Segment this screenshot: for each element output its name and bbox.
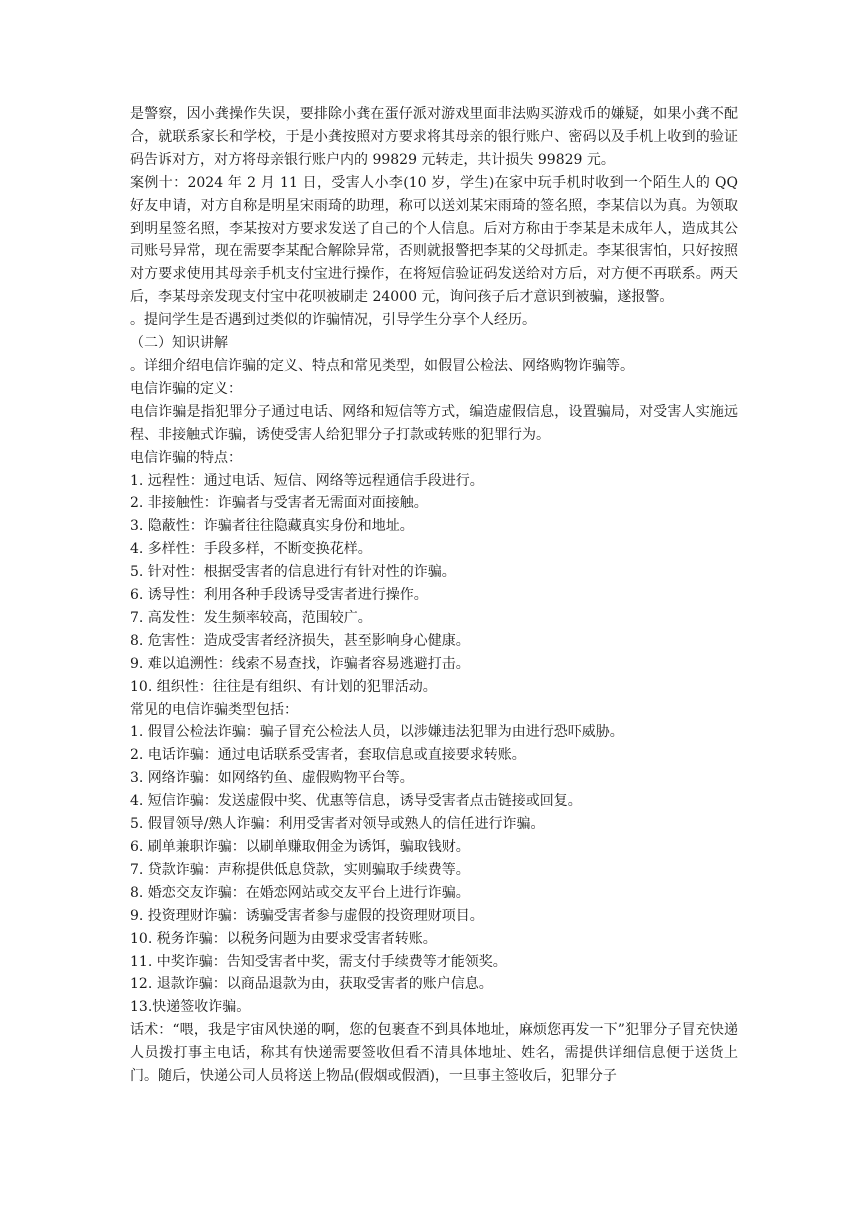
feature-item: 7. 高发性：发生频率较高，范围较广。 [130,609,372,626]
feature-item: 6. 诱导性：利用各种手段诱导受害者进行操作。 [130,587,428,604]
type-item: 10. 税务诈骗：以税务问题为由要求受害者转账。 [130,930,437,947]
section-heading: （二）知识讲解 [130,335,228,352]
type-item: 6. 刷单兼职诈骗：以刷单赚取佣金为诱饵，骗取钱财。 [130,839,470,855]
feature-item: 2. 非接触性：诈骗者与受害者无需面对面接触。 [130,495,428,512]
type-item: 12. 退款诈骗：以商品退款为由，获取受害者的账户信息。 [130,976,493,993]
feature-item: 4. 多样性：手段多样，不断变换花样。 [130,541,372,558]
document-page [130,103,738,1088]
features-list [130,470,738,699]
feature-item: 5. 针对性：根据受害者的信息进行有针对性的诈骗。 [130,564,456,581]
type-item: 1. 假冒公检法诈骗：骗子冒充公检法人员，以涉嫌违法犯罪为由进行恐吓威胁。 [130,724,624,741]
type-item: 7. 贷款诈骗：声称提供低息贷款，实则骗取手续费等。 [130,861,470,878]
type-item: 13.快递签收诈骗。 [130,999,251,1016]
type-item: 5. 假冒领导/熟人诈骗：利用受害者对领导或熟人的信任进行诈骗。 [130,816,545,833]
detail-intro-line: 。详细介绍电信诈骗的定义、特点和常见类型，如假冒公检法、网络购物诈骗等。 [130,357,634,374]
types-heading: 常见的电信诈骗类型包括： [130,701,298,718]
case-ten-paragraph: 案例十：2024 年 2 月 11 日，受害人小李(10 岁，学生)在家中玩手机时收到一个陌生人的 QQ 好友申请，对方自称是明星宋雨琦的助理，称可以送刘某宋雨琦的签名照，李某信以为真。为领取到明星签名照，李某按对方要求发送了自己的个人信息。后对方称由于李某是未成年人，造成其公司账号异常，现在需要李某配合解除异常，否则就报警把李某的父母抓走。李某很害怕，只好按照对方要求使用其母亲手机支付宝进行操作，在将短信验证码发送给对方后，对方便不再联系。两天后，李某母亲发现支付宝中花呗被刷走 24000 元，询问孩子后才意识到被骗，遂报警。 [130,174,738,306]
type-item: 8. 婚恋交友诈骗：在婚恋网站或交友平台上进行诈骗。 [130,884,470,901]
feature-item: 3. 隐蔽性：诈骗者往往隐藏真实身份和地址。 [130,518,414,535]
feature-item: 8. 危害性：造成受害者经济损失，甚至影响身心健康。 [130,632,470,649]
feature-item: 1. 远程性：通过电话、短信、网络等远程通信手段进行。 [130,472,484,489]
definition-text: 电信诈骗是指犯罪分子通过电话、网络和短信等方式，编造虚假信息，设置骗局，对受害人实施远程、非接触式诈骗，诱使受害人给犯罪分子打款或转账的犯罪行为。 [130,403,738,443]
feature-item: 10. 组织性：往往是有组织、有计划的犯罪活动。 [130,678,437,695]
definition-heading: 电信诈骗的定义： [130,380,242,397]
type-item: 9. 投资理财诈骗：诱骗受害者参与虚假的投资理财项目。 [130,907,484,924]
type-item: 3. 网络诈骗：如网络钓鱼、虚假购物平台等。 [130,770,414,787]
ask-students-line: 。提问学生是否遇到过类似的诈骗情况，引导学生分享个人经历。 [130,312,536,329]
intro-paragraph: 是警察，因小龚操作失误，要排除小龚在蛋仔派对游戏里面非法购买游戏币的嫌疑，如果小龚不配合，就联系家长和学校，于是小龚按照对方要求将其母亲的银行账户、密码以及手机上收到的验证码告诉对方，对方将母亲银行账户内的 99829 元转走，共计损失 99829 元。 [130,106,738,168]
features-heading: 电信诈骗的特点： [130,449,242,466]
type-item: 11. 中奖诈骗：告知受害者中奖，需支付手续费等才能领奖。 [130,953,507,970]
type-item: 4. 短信诈骗：发送虚假中奖、优惠等信息，诱导受害者点击链接或回复。 [130,793,582,810]
feature-item: 9. 难以追溯性：线索不易查找，诈骗者容易逃避打击。 [130,655,470,672]
type-item: 2. 电话诈骗：通过电话联系受害者，套取信息或直接要求转账。 [130,747,526,764]
types-list [130,721,738,1019]
script-paragraph: 话术：“喂，我是宇宙风快递的啊，您的包裹查不到具体地址，麻烦您再发一下”犯罪分子冒充快递人员拨打事主电话，称其有快递需要签收但看不清具体地址、姓名，需提供详细信息便于送货上门。随后，快递公司人员将送上物品(假烟或假酒)，一旦事主签收后，犯罪分子 [130,1022,738,1085]
